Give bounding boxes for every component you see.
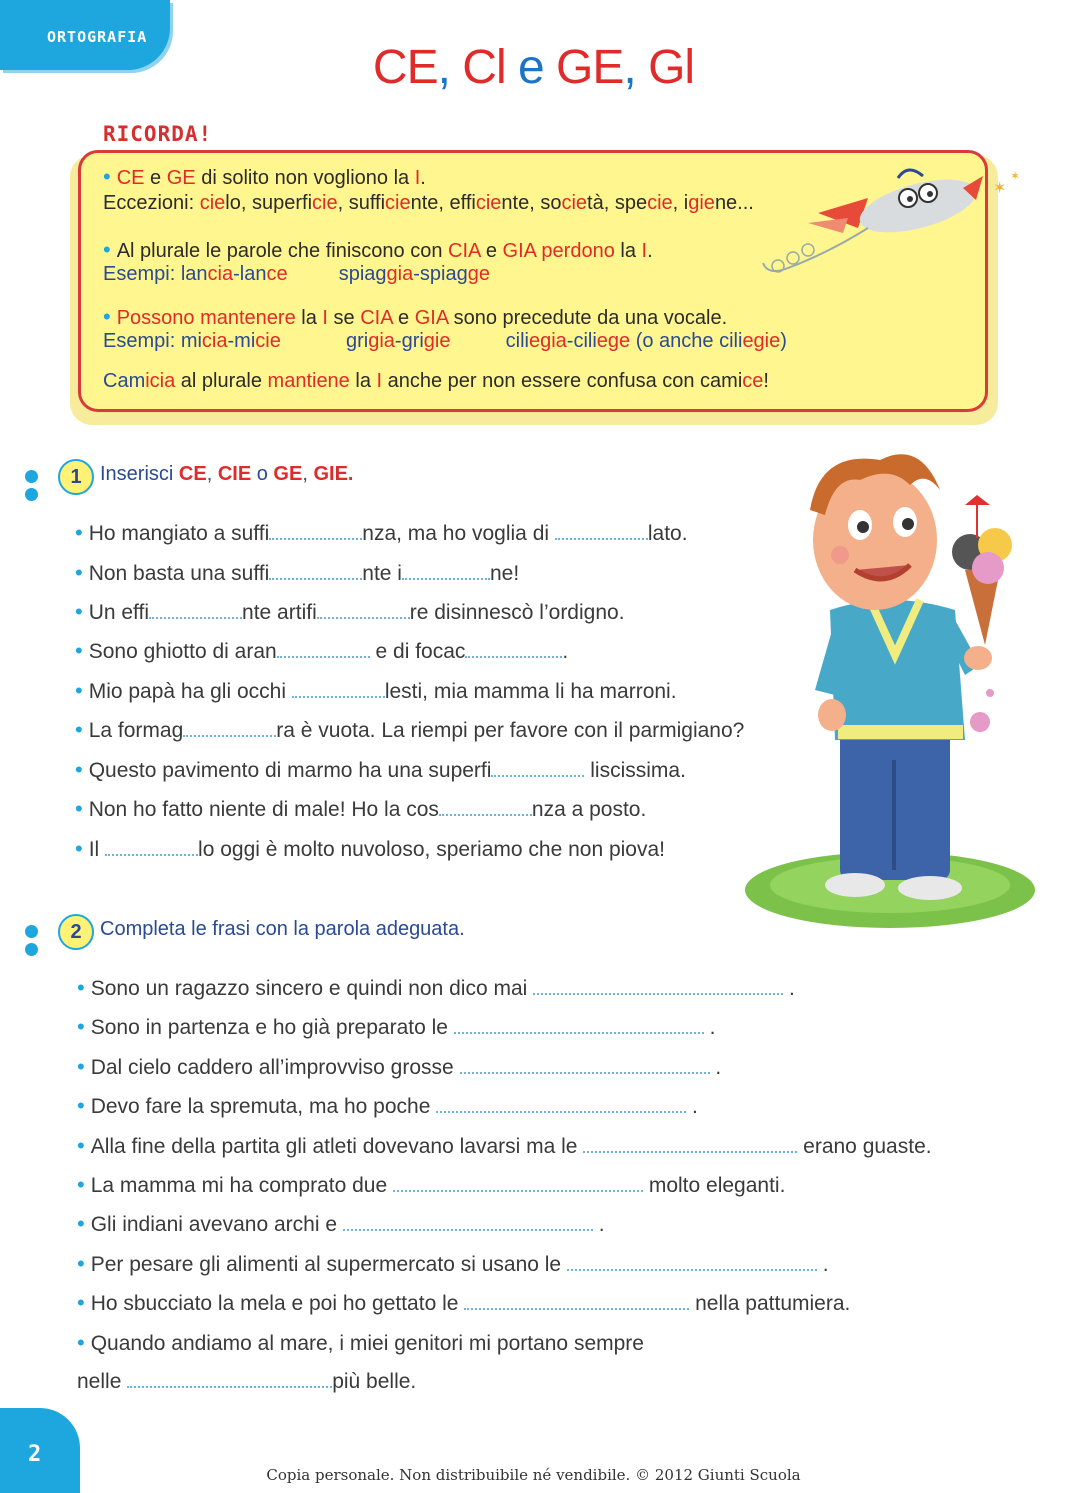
- txt: Sono in partenza e ho già preparato le: [90, 1016, 454, 1039]
- txt: Ho sbucciato la mela e poi ho gettato le: [90, 1292, 465, 1315]
- bullet-icon: •: [77, 1054, 85, 1079]
- txt: nelle: [77, 1370, 128, 1393]
- txt: cili: [505, 330, 529, 352]
- txt: lesti, mia mamma li ha marroni.: [384, 680, 677, 703]
- ex1-sentence-5: [75, 678, 677, 704]
- txt: cie: [385, 192, 411, 214]
- blank-field[interactable]: [439, 798, 532, 816]
- txt: e: [144, 167, 167, 189]
- blank-field[interactable]: [454, 1016, 704, 1034]
- title-sep: e: [517, 41, 544, 94]
- bullet-icon: •: [77, 1014, 85, 1039]
- title-part: Gl: [648, 41, 695, 94]
- txt: .: [592, 1213, 605, 1236]
- blank-field[interactable]: [183, 719, 276, 737]
- bullet-icon: •: [77, 1093, 85, 1118]
- svg-text:✶: ✶: [1010, 169, 1021, 183]
- txt: cie: [475, 192, 502, 214]
- blank-field[interactable]: [317, 601, 410, 619]
- txt: Mio papà ha gli occhi: [88, 680, 292, 703]
- ex1-sentence-8: [75, 796, 646, 822]
- bullet-icon: •: [75, 678, 83, 703]
- txt: CE: [178, 463, 207, 485]
- blank-field[interactable]: [567, 1253, 817, 1271]
- txt: lo, superfi: [225, 192, 313, 214]
- txt: GIA: [414, 307, 449, 329]
- txt: , i: [672, 192, 689, 214]
- txt: Devo fare la spremuta, ma ho poche: [90, 1095, 437, 1118]
- txt: cie: [255, 330, 281, 352]
- title-part: CE: [372, 41, 438, 94]
- txt: nza a posto.: [531, 798, 647, 821]
- rule-3-examples: [103, 330, 787, 353]
- txt: GE: [166, 167, 196, 189]
- blank-field[interactable]: [436, 1095, 686, 1113]
- txt: la: [614, 240, 642, 262]
- txt: -cili: [566, 330, 597, 352]
- txt: .: [816, 1253, 829, 1276]
- txt: Gli indiani avevano archi e: [90, 1213, 343, 1236]
- blank-field[interactable]: [127, 1370, 332, 1388]
- rule-2-examples: [103, 263, 490, 286]
- txt: egia: [528, 330, 567, 352]
- txt: .: [347, 463, 354, 485]
- txt: ): [780, 330, 787, 352]
- txt: -gri: [394, 330, 424, 352]
- ex2-sentence-2: [77, 1014, 715, 1040]
- txt: erano guaste.: [797, 1135, 932, 1158]
- txt: se: [327, 307, 361, 329]
- txt: ce: [266, 263, 288, 285]
- txt: e: [480, 240, 503, 262]
- txt: I: [322, 307, 328, 329]
- ex1-sentence-7: [75, 757, 686, 783]
- ex1-sentence-1: [75, 520, 688, 546]
- bullet-icon: •: [103, 164, 111, 189]
- txt: Il: [88, 838, 106, 861]
- exceptions-label: Eccezioni:: [103, 192, 195, 214]
- txt: .: [709, 1056, 722, 1079]
- txt: .: [647, 240, 653, 262]
- rule-1-exceptions: [103, 192, 754, 215]
- txt: icia: [145, 370, 176, 392]
- txt: Alla fine della partita gli atleti dovevano lavarsi ma le: [90, 1135, 584, 1158]
- ex1-sentence-9: [75, 836, 665, 862]
- txt: Un effi: [88, 601, 150, 624]
- rule-4: [103, 370, 769, 393]
- rule-2: [103, 237, 653, 263]
- blank-field[interactable]: [393, 1174, 643, 1192]
- txt: liscissima.: [584, 759, 686, 782]
- title-part: GE: [556, 41, 624, 94]
- txt: ge: [467, 263, 490, 285]
- txt: GIA perdono: [502, 240, 615, 262]
- ex2-sentence-4: [77, 1093, 698, 1119]
- ex2-sentence-9: [77, 1290, 850, 1316]
- txt: ,: [302, 463, 314, 485]
- ex2-sentence-5: [77, 1133, 932, 1159]
- rule-3: [103, 304, 727, 330]
- txt: ra è vuota. La riempi per favore con il parmigiano?: [276, 719, 745, 742]
- bullet-icon: •: [75, 796, 83, 821]
- ex2-sentence-6: [77, 1172, 785, 1198]
- bullet-icon: •: [75, 757, 83, 782]
- txt: I: [376, 370, 383, 392]
- txt: CIE: [217, 463, 252, 485]
- blank-field[interactable]: [269, 562, 362, 580]
- blank-field[interactable]: [465, 640, 562, 658]
- dots-icon: [25, 925, 40, 961]
- txt: -lan: [233, 263, 267, 285]
- blank-field[interactable]: [402, 562, 490, 580]
- exercise-number: 1: [58, 459, 94, 495]
- txt: sono precedute da una vocale.: [448, 307, 728, 329]
- txt: Ho mangiato a suffi: [88, 522, 270, 545]
- txt: cie: [199, 192, 226, 214]
- blank-field[interactable]: [343, 1213, 593, 1231]
- txt: tà, spe: [587, 192, 648, 214]
- txt: anche per non essere confusa con cami: [382, 370, 743, 392]
- txt: Non ho fatto niente di male! Ho la cos: [88, 798, 439, 821]
- bullet-icon: •: [103, 237, 111, 262]
- txt: cia: [201, 330, 228, 352]
- txt: ege: [596, 330, 631, 352]
- blank-field[interactable]: [292, 680, 385, 698]
- bullet-icon: •: [75, 638, 83, 663]
- exercise-number: 2: [58, 914, 94, 950]
- bullet-icon: •: [77, 1251, 85, 1276]
- bullet-icon: •: [77, 975, 85, 1000]
- txt: .: [686, 1095, 698, 1118]
- bullet-icon: •: [77, 1290, 85, 1315]
- exercise-title: [100, 463, 353, 486]
- txt: Quando andiamo al mare, i miei genitori mi portano sempre: [90, 1332, 644, 1355]
- txt: Sono ghiotto di aran: [88, 640, 277, 663]
- txt: cie: [647, 192, 673, 214]
- blank-field[interactable]: [464, 1292, 689, 1310]
- txt: Inserisci: [100, 463, 179, 485]
- txt: I: [414, 167, 421, 189]
- bullet-icon: •: [77, 1172, 85, 1197]
- txt: di solito non vogliono la: [195, 167, 415, 189]
- footer-copyright: Copia personale. Non distribuibile né vendibile. © 2012 Giunti Scuola: [266, 1466, 801, 1484]
- txt: Per pesare gli alimenti al supermercato si usano le: [90, 1253, 567, 1276]
- ex1-sentence-4: [75, 638, 568, 664]
- txt: GIE: [313, 463, 348, 485]
- txt: e: [392, 307, 415, 329]
- txt: gia: [368, 330, 395, 352]
- bullet-icon: •: [103, 304, 111, 329]
- boy-with-ice-cream-illustration: [740, 430, 1050, 930]
- txt: molto eleganti.: [643, 1174, 786, 1197]
- txt: nte i: [362, 562, 402, 585]
- blank-field[interactable]: [269, 522, 362, 540]
- txt: ce: [742, 370, 764, 392]
- title-part: Cl: [462, 41, 506, 94]
- txt: lo oggi è molto nuvoloso, speriamo che non piova!: [198, 838, 665, 861]
- exercise-title: Completa le frasi con la parola adeguata.: [100, 918, 465, 940]
- rule-1: [103, 164, 426, 190]
- blank-field[interactable]: [555, 522, 648, 540]
- ex1-sentence-2: [75, 560, 519, 586]
- txt: (o anche cili: [630, 330, 743, 352]
- ex2-sentence-8: [77, 1251, 829, 1277]
- txt: cie: [312, 192, 338, 214]
- txt: mantiene: [267, 370, 350, 392]
- ex2-sentence-1: [77, 975, 795, 1001]
- txt: nte artifi: [242, 601, 317, 624]
- txt: spiag: [338, 263, 387, 285]
- txt: gie: [423, 330, 451, 352]
- bullet-icon: •: [75, 599, 83, 624]
- txt: nte, effi: [410, 192, 476, 214]
- txt: CIA: [448, 240, 481, 262]
- blank-field[interactable]: [533, 977, 783, 995]
- ex1-sentence-3: [75, 599, 625, 625]
- txt: .: [562, 640, 569, 663]
- blank-field[interactable]: [105, 838, 198, 856]
- txt: egie: [742, 330, 781, 352]
- txt: Dal cielo caddero all’improvviso grosse: [90, 1056, 460, 1079]
- txt: nella pattumiera.: [689, 1292, 851, 1315]
- ex2-sentence-10-cont: [77, 1370, 416, 1394]
- ex2-sentence-3: [77, 1054, 721, 1080]
- txt: Possono mantenere: [116, 307, 296, 329]
- blank-field[interactable]: [277, 640, 370, 658]
- ex2-sentence-10: [77, 1330, 644, 1356]
- txt: più belle.: [332, 1370, 417, 1393]
- txt: La formag: [88, 719, 184, 742]
- title-sep: ,: [437, 41, 450, 94]
- page-number: 2: [28, 1442, 42, 1467]
- svg-text:✶: ✶: [993, 180, 1007, 197]
- txt: lan: [180, 263, 208, 285]
- txt: !: [763, 370, 769, 392]
- bullet-icon: •: [77, 1211, 85, 1236]
- ex2-sentence-7: [77, 1211, 605, 1237]
- section-tab-label: ORTOGRAFIA: [47, 28, 148, 46]
- ex1-sentence-6: [75, 717, 744, 743]
- txt: al plurale: [175, 370, 268, 392]
- txt: ,: [206, 463, 218, 485]
- blank-field[interactable]: [583, 1135, 797, 1153]
- txt: GE: [273, 463, 303, 485]
- txt: mi: [180, 330, 202, 352]
- txt: Cam: [103, 370, 146, 392]
- examples-label: Esempi:: [103, 263, 176, 285]
- txt: ne...: [714, 192, 754, 214]
- txt: .: [703, 1016, 716, 1039]
- txt: Non basta una suffi: [88, 562, 270, 585]
- txt: Al plurale le parole che finiscono con: [116, 240, 449, 262]
- txt: La mamma mi ha comprato due: [90, 1174, 393, 1197]
- txt: , suffi: [337, 192, 386, 214]
- txt: cia: [207, 263, 234, 285]
- txt: gia: [386, 263, 414, 285]
- txt: .: [783, 977, 795, 1000]
- txt: la: [349, 370, 377, 392]
- bullet-icon: •: [77, 1133, 85, 1158]
- bullet-icon: •: [75, 560, 83, 585]
- txt: -spiag: [413, 263, 468, 285]
- txt: e di focac: [369, 640, 466, 663]
- blank-field[interactable]: [460, 1056, 710, 1074]
- dots-icon: [25, 470, 40, 506]
- txt: re disinnescò l’ordigno.: [409, 601, 625, 624]
- bullet-icon: •: [75, 520, 83, 545]
- blank-field[interactable]: [491, 759, 584, 777]
- txt: -mi: [227, 330, 256, 352]
- blank-field[interactable]: [149, 601, 242, 619]
- title-sep: ,: [623, 41, 636, 94]
- txt: Questo pavimento di marmo ha una superfi: [88, 759, 492, 782]
- txt: nte, so: [501, 192, 562, 214]
- txt: nza, ma ho voglia di: [362, 522, 555, 545]
- examples-label: Esempi:: [103, 330, 176, 352]
- ricorda-label: RICORDA!: [103, 122, 213, 146]
- txt: gie: [688, 192, 715, 214]
- bullet-icon: •: [75, 717, 83, 742]
- txt: lato.: [647, 522, 688, 545]
- page-title: [0, 40, 1067, 95]
- txt: I: [641, 240, 648, 262]
- txt: o: [251, 463, 274, 485]
- bullet-icon: •: [75, 836, 83, 861]
- txt: ne!: [489, 562, 520, 585]
- txt: Sono un ragazzo sincero e quindi non dico mai: [90, 977, 534, 1000]
- txt: CIA: [360, 307, 393, 329]
- txt: gri: [345, 330, 369, 352]
- txt: .: [420, 167, 426, 189]
- bullet-icon: •: [77, 1330, 85, 1355]
- txt: la: [295, 307, 323, 329]
- txt: cie: [561, 192, 588, 214]
- txt: CE: [116, 167, 145, 189]
- rocket-illustration: [748, 158, 1038, 288]
